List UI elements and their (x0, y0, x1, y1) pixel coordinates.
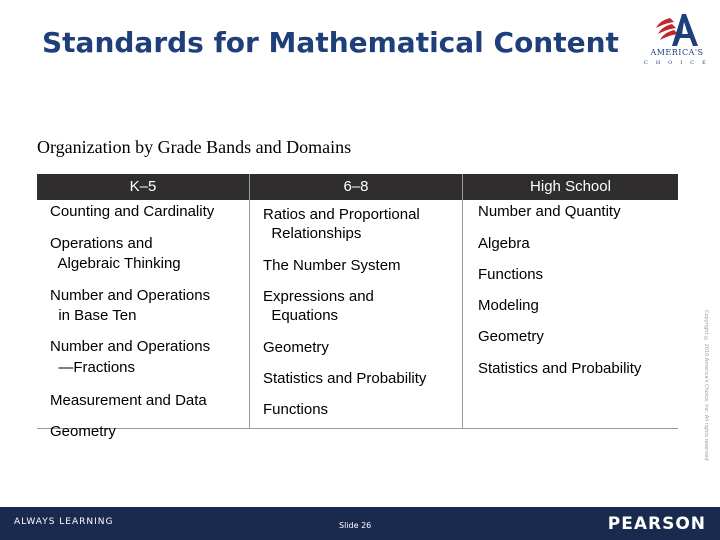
list-item: Functions (263, 401, 329, 418)
list-item: Expressions and (263, 288, 374, 305)
list-item: Number and Quantity (478, 203, 621, 220)
column-header-k5: K–5 (129, 178, 157, 195)
logo-wordmark: AMERICA'S (650, 48, 704, 57)
list-item: The Number System (263, 257, 401, 274)
list-item: Statistics and Probability (478, 360, 642, 377)
list-item: Algebra (478, 235, 530, 252)
column-header-6-8: 6–8 (343, 178, 369, 195)
list-item: Number and Operations (50, 338, 211, 355)
list-item: Measurement and Data (50, 392, 207, 409)
copyright-notice: Copyright © 2010 America's Choice, Inc. All rights reserved (703, 310, 709, 461)
logo-a-icon (644, 12, 710, 52)
list-item: Counting and Cardinality (50, 203, 215, 220)
footer-bar (0, 507, 720, 540)
footer-tagline: ALWAYS LEARNING (14, 517, 114, 527)
list-item: Relationships (263, 225, 362, 242)
list-item: Modeling (478, 297, 539, 314)
list-item: Equations (263, 307, 339, 324)
list-item: Geometry (263, 339, 329, 356)
list-item: —Fractions (50, 359, 136, 376)
column-k5 (37, 200, 249, 440)
list-item: in Base Ten (50, 307, 137, 324)
slide-subtitle: Organization by Grade Bands and Domains (37, 137, 352, 157)
list-item: Operations and (50, 235, 153, 252)
americas-choice-logo (644, 12, 714, 68)
column-high-school (463, 200, 678, 428)
list-item: Ratios and Proportional (263, 206, 420, 223)
slide-number: Slide 26 (339, 521, 372, 530)
list-item: Geometry (50, 423, 116, 440)
column-header-high-school: High School (530, 178, 611, 195)
column-6-8 (250, 200, 462, 428)
list-item: Statistics and Probability (263, 370, 427, 387)
pearson-logo: PEARSON (607, 514, 706, 534)
list-item: Algebraic Thinking (50, 255, 181, 272)
logo-subtext: CHOICE (644, 60, 714, 66)
list-item: Geometry (478, 328, 544, 345)
list-item: Number and Operations (50, 287, 211, 304)
domains-table (37, 174, 678, 440)
table-header-row (37, 174, 678, 200)
list-item: Functions (478, 266, 544, 283)
slide-title: Standards for Mathematical Content (42, 26, 619, 59)
